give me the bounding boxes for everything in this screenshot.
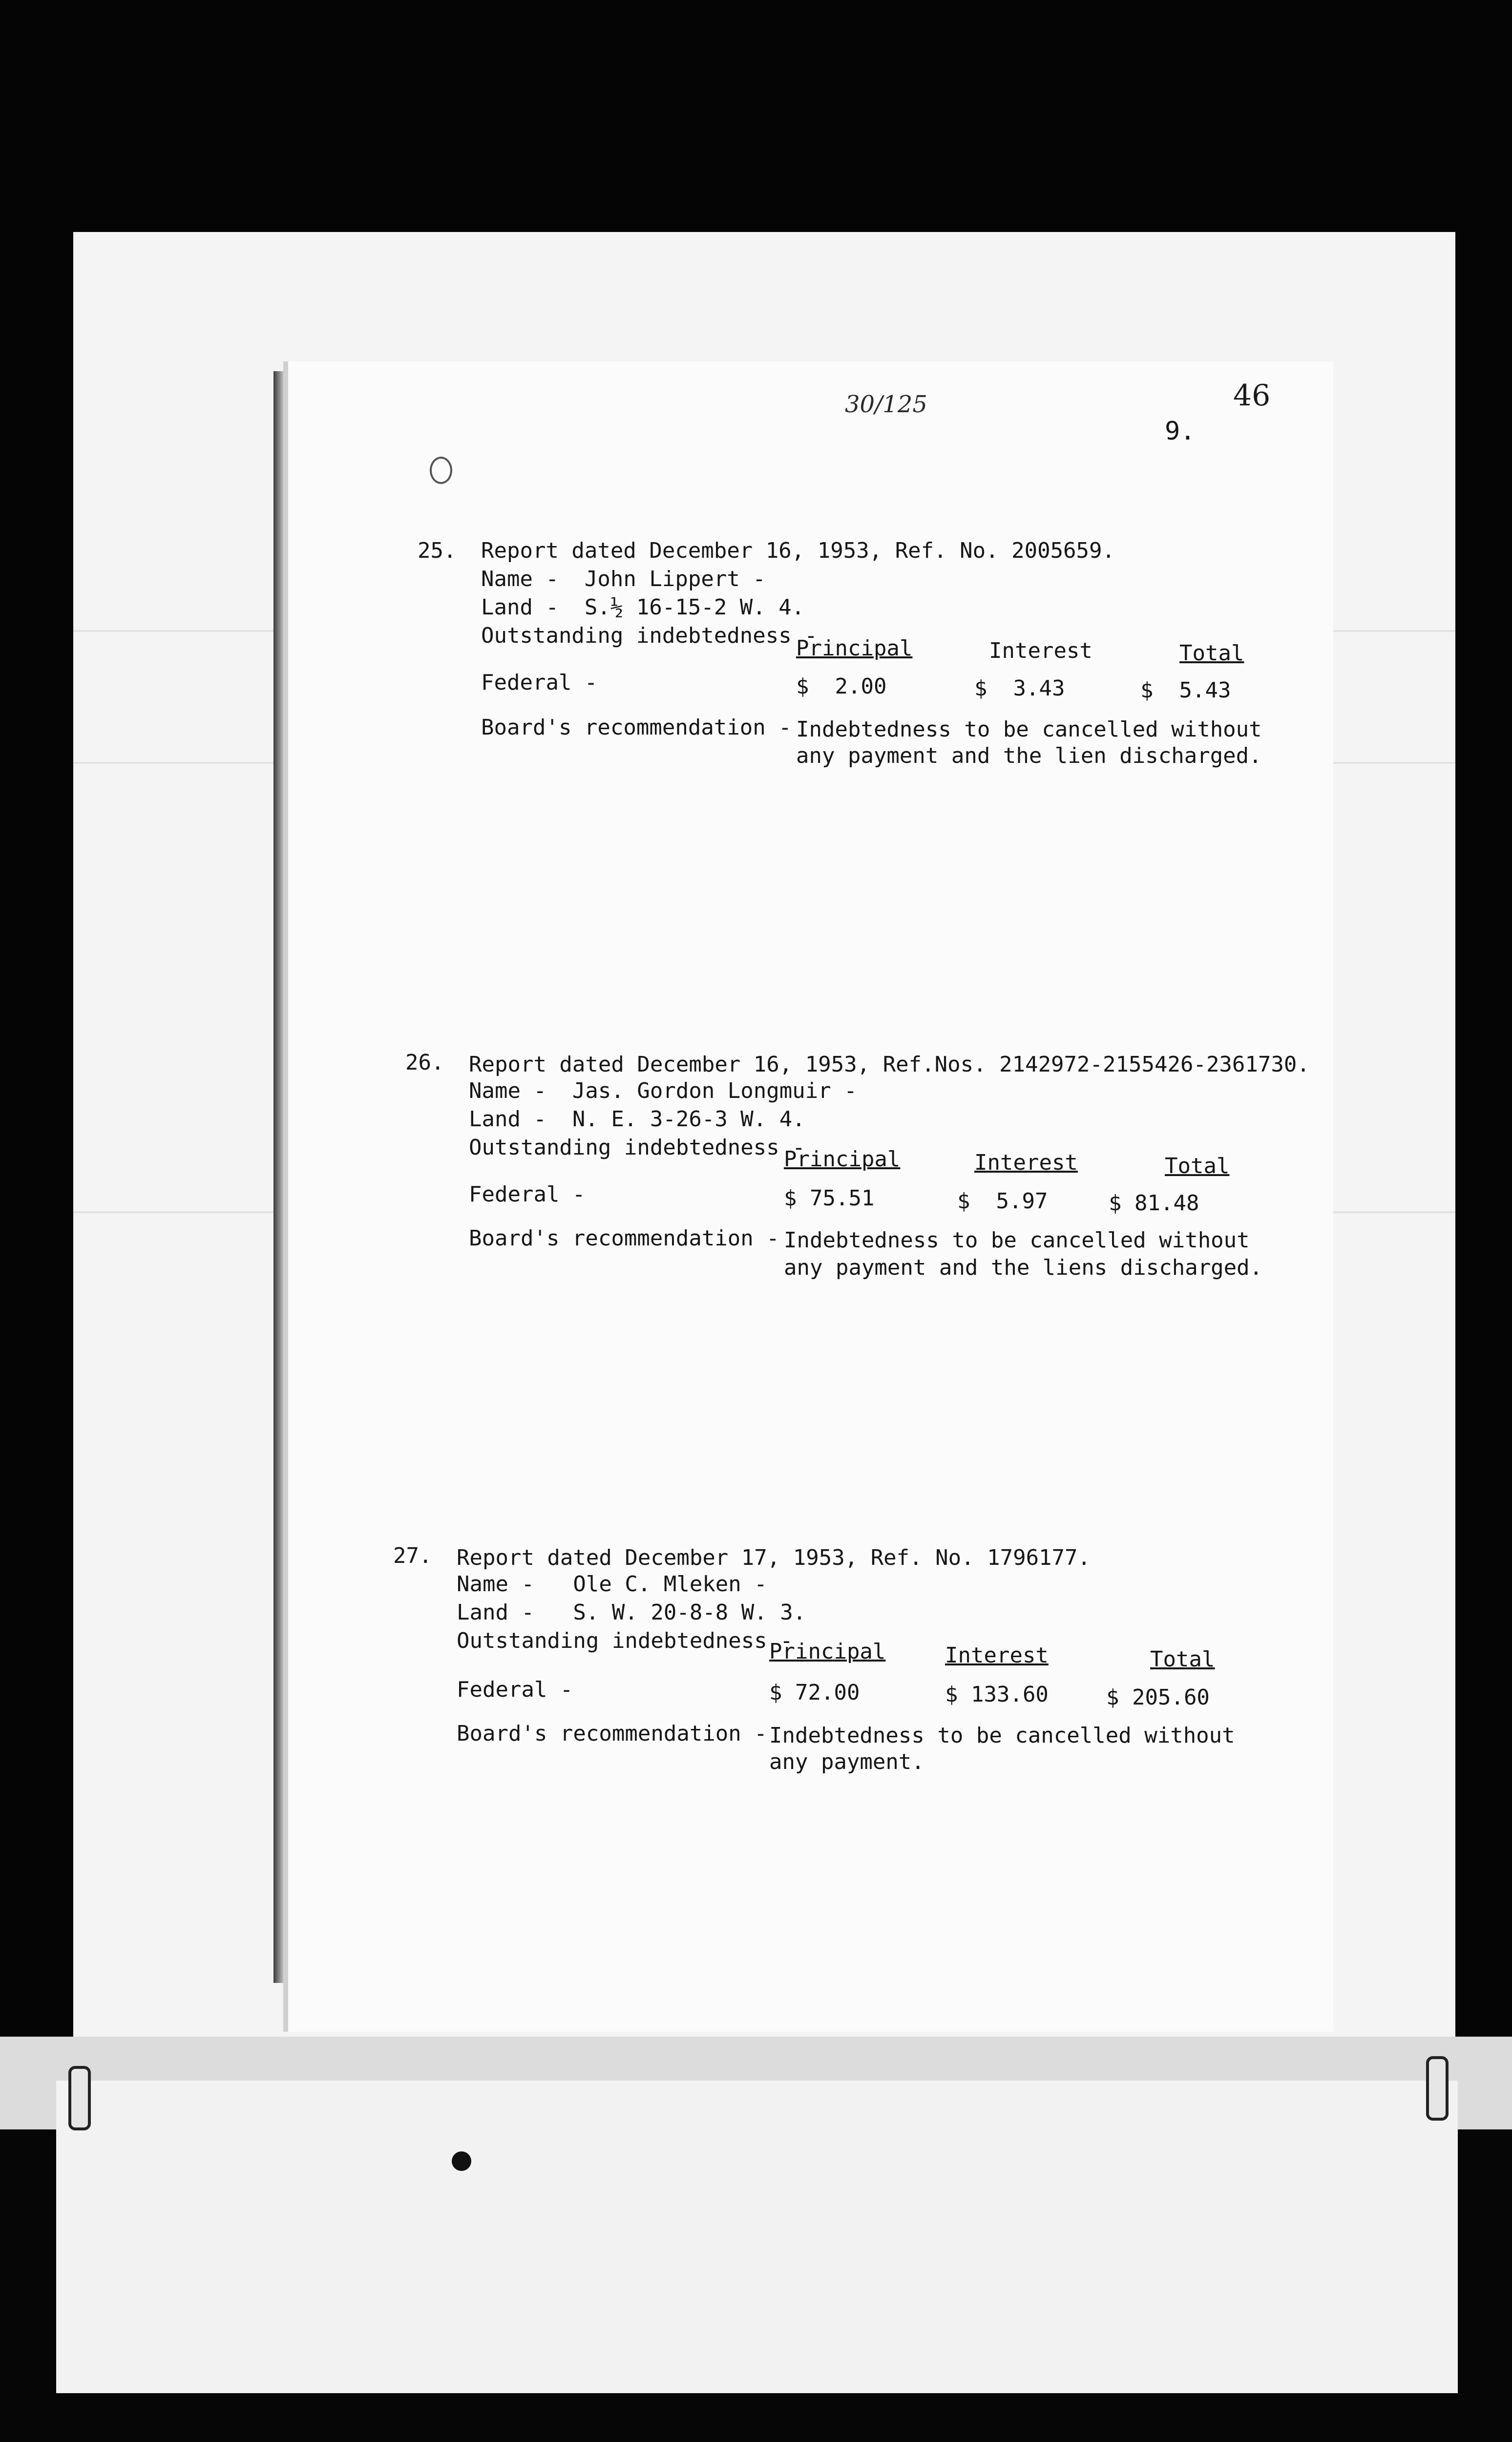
total-header: Total — [1165, 1154, 1230, 1179]
interest-value: $ 5.97 — [957, 1189, 1048, 1214]
recommendation-text: any payment. — [769, 1749, 924, 1774]
outstanding-line: Outstanding indebtedness - — [457, 1628, 793, 1653]
binder-clip-icon — [68, 2066, 91, 2130]
entry-26 — [405, 1049, 1323, 1303]
interest-header: Interest — [989, 638, 1092, 663]
total-value: $ 81.48 — [1109, 1191, 1199, 1216]
margin-circle-mark — [430, 457, 452, 484]
report-line: Report dated December 16, 1953, Ref. No. 2005659. — [481, 538, 1115, 563]
name-line: Name - Jas. Gordon Longmuir - — [469, 1078, 857, 1103]
outstanding-line: Outstanding indebtedness - — [481, 623, 818, 648]
federal-label: Federal - — [457, 1677, 573, 1702]
recommendation-label: Board's recommendation - — [481, 715, 792, 740]
principal-header: Principal — [796, 636, 913, 661]
entry-number: 27. — [393, 1543, 432, 1568]
recommendation-text: Indebtedness to be cancelled without — [784, 1228, 1250, 1253]
report-line: Report dated December 16, 1953, Ref.Nos. 2142972-2155426-2361730. — [469, 1052, 1310, 1077]
principal-header: Principal — [784, 1147, 901, 1172]
interest-header: Interest — [945, 1643, 1049, 1668]
entry-25 — [418, 537, 1287, 791]
punch-hole-icon — [452, 2151, 471, 2171]
principal-value: $ 72.00 — [769, 1680, 860, 1705]
recommendation-text: any payment and the liens discharged. — [784, 1255, 1263, 1280]
recommendation-label: Board's recommendation - — [457, 1721, 767, 1746]
recommendation-text: any payment and the lien discharged. — [796, 743, 1262, 768]
principal-value: $ 2.00 — [796, 674, 887, 699]
entry-number: 25. — [418, 538, 457, 563]
name-line: Name - John Lippert - — [481, 567, 766, 591]
principal-header: Principal — [769, 1639, 886, 1664]
federal-label: Federal - — [481, 670, 598, 695]
name-line: Name - Ole C. Mleken - — [457, 1572, 767, 1597]
principal-value: $ 75.51 — [784, 1186, 875, 1211]
outstanding-line: Outstanding indebtedness - — [469, 1135, 805, 1160]
entry-number: 26. — [405, 1050, 444, 1075]
recommendation-text: Indebtedness to be cancelled without — [769, 1723, 1235, 1748]
land-line: Land - S.½ 16-15-2 W. 4. — [481, 595, 805, 620]
land-line: Land - S. W. 20-8-8 W. 3. — [457, 1600, 806, 1625]
total-header: Total — [1150, 1647, 1215, 1672]
land-line: Land - N. E. 3-26-3 W. 4. — [469, 1107, 805, 1132]
interest-value: $ 3.43 — [974, 676, 1065, 701]
report-line: Report dated December 17, 1953, Ref. No. 1796177. — [457, 1545, 1091, 1570]
interest-value: $ 133.60 — [945, 1682, 1049, 1707]
handwritten-note: 30/125 — [845, 391, 927, 418]
binder-clip-icon — [1426, 2056, 1449, 2121]
page-number: 46 — [1233, 379, 1271, 413]
interest-header: Interest — [974, 1150, 1078, 1175]
total-value: $ 205.60 — [1106, 1685, 1210, 1710]
total-header: Total — [1179, 641, 1244, 666]
entry-27 — [393, 1542, 1272, 1777]
sheet-number: 9. — [1165, 417, 1196, 446]
recommendation-text: Indebtedness to be cancelled without — [796, 717, 1262, 742]
recommendation-label: Board's recommendation - — [469, 1226, 779, 1251]
federal-label: Federal - — [469, 1182, 586, 1207]
total-value: $ 5.43 — [1140, 678, 1231, 703]
next-page-edge — [56, 2081, 1458, 2393]
